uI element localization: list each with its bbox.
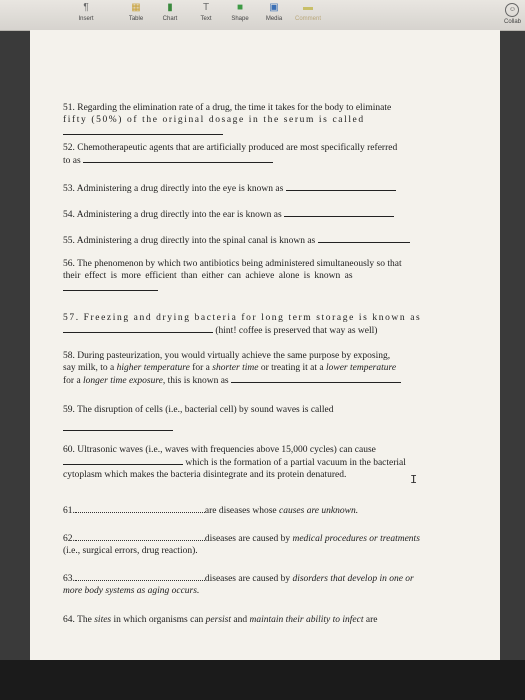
- question-62: [63, 532, 458, 557]
- person-icon: ☺: [505, 3, 519, 17]
- bottom-bezel: [0, 660, 525, 700]
- question-57: [63, 312, 458, 337]
- toolbar: [0, 0, 525, 31]
- chart-label: Chart: [162, 16, 178, 22]
- q63-text: diseases are caused by: [204, 574, 293, 584]
- shape-icon: ■: [236, 2, 244, 13]
- question-58: [63, 350, 458, 387]
- q58-line2: [63, 362, 458, 374]
- q58-em-shorter: shorter time: [212, 363, 259, 373]
- q62-em: medical procedures or treatments: [292, 534, 420, 544]
- q61-answer-blank[interactable]: [75, 504, 205, 513]
- q51-line1: 51. Regarding the elimination rate of a drug, the time it takes for the body to eliminate: [63, 103, 392, 113]
- q60-line2: which is the formation of a partial vacuum in the bacterial: [185, 458, 406, 468]
- q56-line1: 56. The phenomenon by which two antibiotics being administered simultaneously so that: [63, 259, 402, 269]
- q64-em-maintain: maintain their ability to infect: [249, 615, 364, 625]
- media-button[interactable]: [256, 2, 292, 22]
- q56-answer-blank[interactable]: [63, 282, 158, 291]
- q58-em-longer: longer time exposure: [83, 376, 163, 386]
- q64-text-c: and: [231, 615, 250, 625]
- q51-line2: fifty (50%) of the original dosage in the serum is called: [63, 115, 365, 125]
- chart-button[interactable]: [152, 2, 188, 22]
- question-63: [63, 572, 458, 597]
- insert-label: Insert: [78, 16, 94, 22]
- q63-line2: more body systems as aging occurs.: [63, 586, 200, 596]
- q58-em-higher: higher temperature: [116, 363, 190, 373]
- question-59: [63, 404, 458, 435]
- q63-number: 63.: [63, 574, 75, 584]
- question-54: [63, 208, 458, 221]
- q63-answer-blank[interactable]: [75, 572, 205, 581]
- q61-text: are diseases whose: [204, 506, 280, 516]
- table-button[interactable]: [118, 2, 154, 22]
- question-51: [63, 102, 458, 139]
- q60-line1: 60. Ultrasonic waves (i.e., waves with frequencies above 15,000 cycles) can cause: [63, 445, 376, 455]
- q62-text: diseases are caused by: [204, 534, 293, 544]
- q59-text: 59. The disruption of cells (i.e., bacterial cell) by sound waves is called: [63, 405, 334, 415]
- question-52: [63, 142, 458, 167]
- q58-text-b: for a: [189, 363, 213, 373]
- shape-button[interactable]: [222, 2, 258, 22]
- q63-em: disorders that develop in one or: [292, 574, 414, 584]
- q64-em-sites: sites: [94, 615, 112, 625]
- q57-line1: 57. Freezing and drying bacteria for long term storage is known as: [63, 313, 422, 323]
- q53-answer-blank[interactable]: [286, 182, 396, 191]
- table-label: Table: [128, 16, 144, 22]
- question-56: [63, 258, 458, 295]
- text-label: Text: [200, 16, 212, 22]
- q61-number: 61.: [63, 506, 75, 516]
- q56-line2: their effect is more efficient than either can achieve alone is known as: [63, 271, 353, 281]
- q64-text-a: 64. The: [63, 615, 95, 625]
- question-53: [63, 182, 458, 195]
- document-page: [30, 30, 500, 660]
- q52-line2: to as: [63, 156, 81, 166]
- insert-button[interactable]: [68, 2, 104, 22]
- text-icon: T: [202, 2, 210, 13]
- paragraph-icon: ¶: [83, 2, 89, 13]
- question-60: [63, 444, 458, 481]
- comment-icon: ▬: [303, 2, 313, 13]
- q58-text-c: or treating it at a: [258, 363, 326, 373]
- collaborate-button[interactable]: [504, 3, 521, 25]
- q53-text: 53. Administering a drug directly into the eye is known as: [63, 184, 284, 194]
- q57-hint: (hint! coffee is preserved that way as well): [215, 326, 378, 336]
- question-55: [63, 234, 458, 247]
- q55-text: 55. Administering a drug directly into the spinal canal is known as: [63, 236, 316, 246]
- q64-text-d: are: [363, 615, 378, 625]
- comment-button[interactable]: [290, 2, 326, 22]
- q51-answer-blank[interactable]: [63, 126, 223, 135]
- shape-label: Shape: [231, 16, 249, 22]
- q54-answer-blank[interactable]: [284, 208, 394, 217]
- text-button[interactable]: [188, 2, 224, 22]
- q55-answer-blank[interactable]: [318, 234, 410, 243]
- q60-line3: cytoplasm which makes the bacteria disintegrate and its protein denatured.: [63, 470, 347, 480]
- q58-text-e: , this is known as: [162, 376, 229, 386]
- q61-em: causes are unknown.: [279, 506, 359, 516]
- q58-line1: 58. During pasteurization, you would virtually achieve the same purpose by exposing,: [63, 351, 391, 361]
- q64-text-b: in which organisms can: [111, 615, 206, 625]
- q58-text-a: say milk, to a: [63, 363, 117, 373]
- q62-answer-blank[interactable]: [75, 532, 205, 541]
- collab-label: Collab: [503, 19, 521, 25]
- table-icon: ▦: [131, 2, 141, 13]
- q54-text: 54. Administering a drug directly into the ear is known as: [63, 210, 282, 220]
- q52-answer-blank[interactable]: [83, 154, 273, 163]
- chart-icon: ▮: [167, 2, 173, 13]
- q58-em-lower: lower temperature: [325, 363, 397, 373]
- q57-answer-blank[interactable]: [63, 324, 213, 333]
- question-61: [63, 504, 458, 517]
- q62-number: 62.: [63, 534, 75, 544]
- q52-line1: 52. Chemotherapeutic agents that are artificially produced are most specifically referred: [63, 143, 398, 153]
- q59-answer-blank[interactable]: [63, 422, 173, 431]
- question-64: [63, 614, 458, 626]
- media-icon: ▣: [269, 2, 279, 13]
- q62-line2: (i.e., surgical errors, drug reaction).: [63, 546, 198, 556]
- media-label: Media: [265, 16, 283, 22]
- q58-answer-blank[interactable]: [231, 374, 401, 383]
- q58-line3: [63, 374, 458, 387]
- q60-answer-blank[interactable]: [63, 456, 183, 465]
- comment-label: Comment: [294, 16, 321, 22]
- text-cursor-icon: I: [410, 473, 418, 487]
- q58-text-d: for a: [63, 376, 84, 386]
- q64-em-persist: persist: [205, 615, 232, 625]
